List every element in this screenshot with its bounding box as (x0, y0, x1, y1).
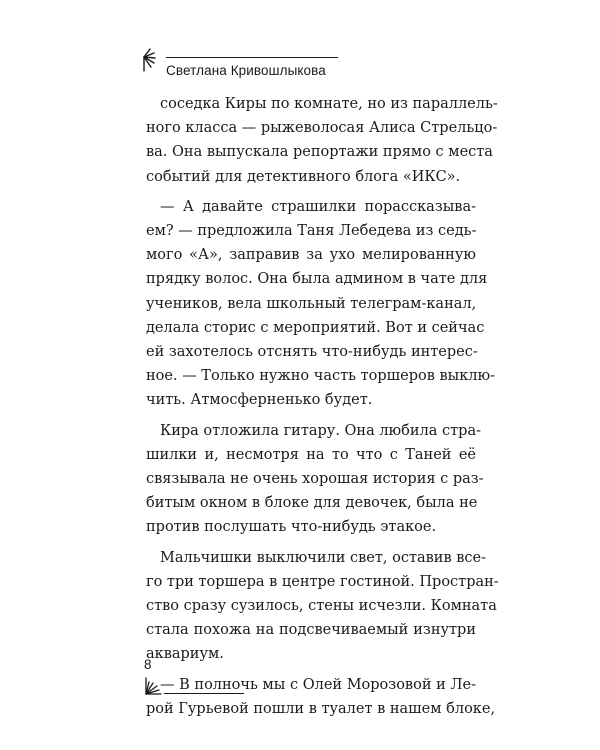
page-footer (144, 657, 344, 697)
text-line: учеников, вела школьный телеграм-канал, (146, 295, 477, 312)
text-line: чить. Атмосферненько будет. (146, 392, 373, 409)
text-line: делала сторис с мероприятий. Вот и сейчас (146, 319, 485, 336)
page-body-text (146, 92, 499, 721)
text-line: событий для детективного блога «ИКС». (146, 168, 461, 185)
text-line: аквариум. (146, 646, 224, 663)
sunburst-ornament-icon (144, 676, 164, 696)
text-line: шилки и, несмотря на то что с Таней её (146, 446, 476, 463)
text-line: мого «А», заправив за ухо мелированную (146, 247, 476, 264)
text-line: ей захотелось отснять что-нибудь интерес- (146, 344, 478, 361)
text-line: ва. Она выпускала репортажи прямо с места (146, 144, 493, 161)
text-line: прядку волос. Она была админом в чате для (146, 271, 488, 288)
text-line: ство сразу сузилось, стены исчезли. Комната (146, 598, 497, 615)
text-line: ного класса — рыжеволосая Алиса Стрельцо- (146, 120, 498, 137)
text-line: против послушать что-нибудь этакое. (146, 519, 437, 536)
text-line: — В полночь мы с Олей Морозовой и Ле- (160, 676, 476, 693)
text-line: рой Гурьевой пошли в туалет в нашем блоке, (146, 700, 496, 717)
page-number: 8 (144, 657, 152, 672)
text-line: Кира отложила гитару. Она любила стра- (160, 422, 482, 439)
paragraph (146, 92, 498, 189)
paragraph (146, 546, 499, 667)
sunburst-ornament-icon (142, 47, 168, 73)
author-name: Светлана Кривошлыкова (166, 63, 326, 78)
text-line: — А давайте страшилки порассказыва- (160, 198, 476, 215)
text-line: ное. — Только нужно часть торшеров выклю- (146, 368, 496, 385)
text-line: соседка Киры по комнате, но из параллель- (160, 96, 498, 112)
footer-rule (164, 693, 244, 694)
header-rule (166, 57, 338, 58)
text-line: связывала не очень хорошая история с раз- (146, 471, 484, 488)
running-header (142, 47, 462, 87)
text-line: го три торшера в центре гостиной. Простран- (146, 573, 499, 590)
text-line: битым окном в блоке для девочек, была не (146, 495, 478, 512)
paragraph (146, 195, 496, 413)
text-line: ем? — предложила Таня Лебедева из седь- (146, 223, 477, 240)
text-line: Мальчишки выключили свет, оставив все- (160, 549, 486, 566)
paragraph (146, 419, 484, 540)
text-line: стала похожа на подсвечиваемый изнутри (146, 622, 476, 639)
